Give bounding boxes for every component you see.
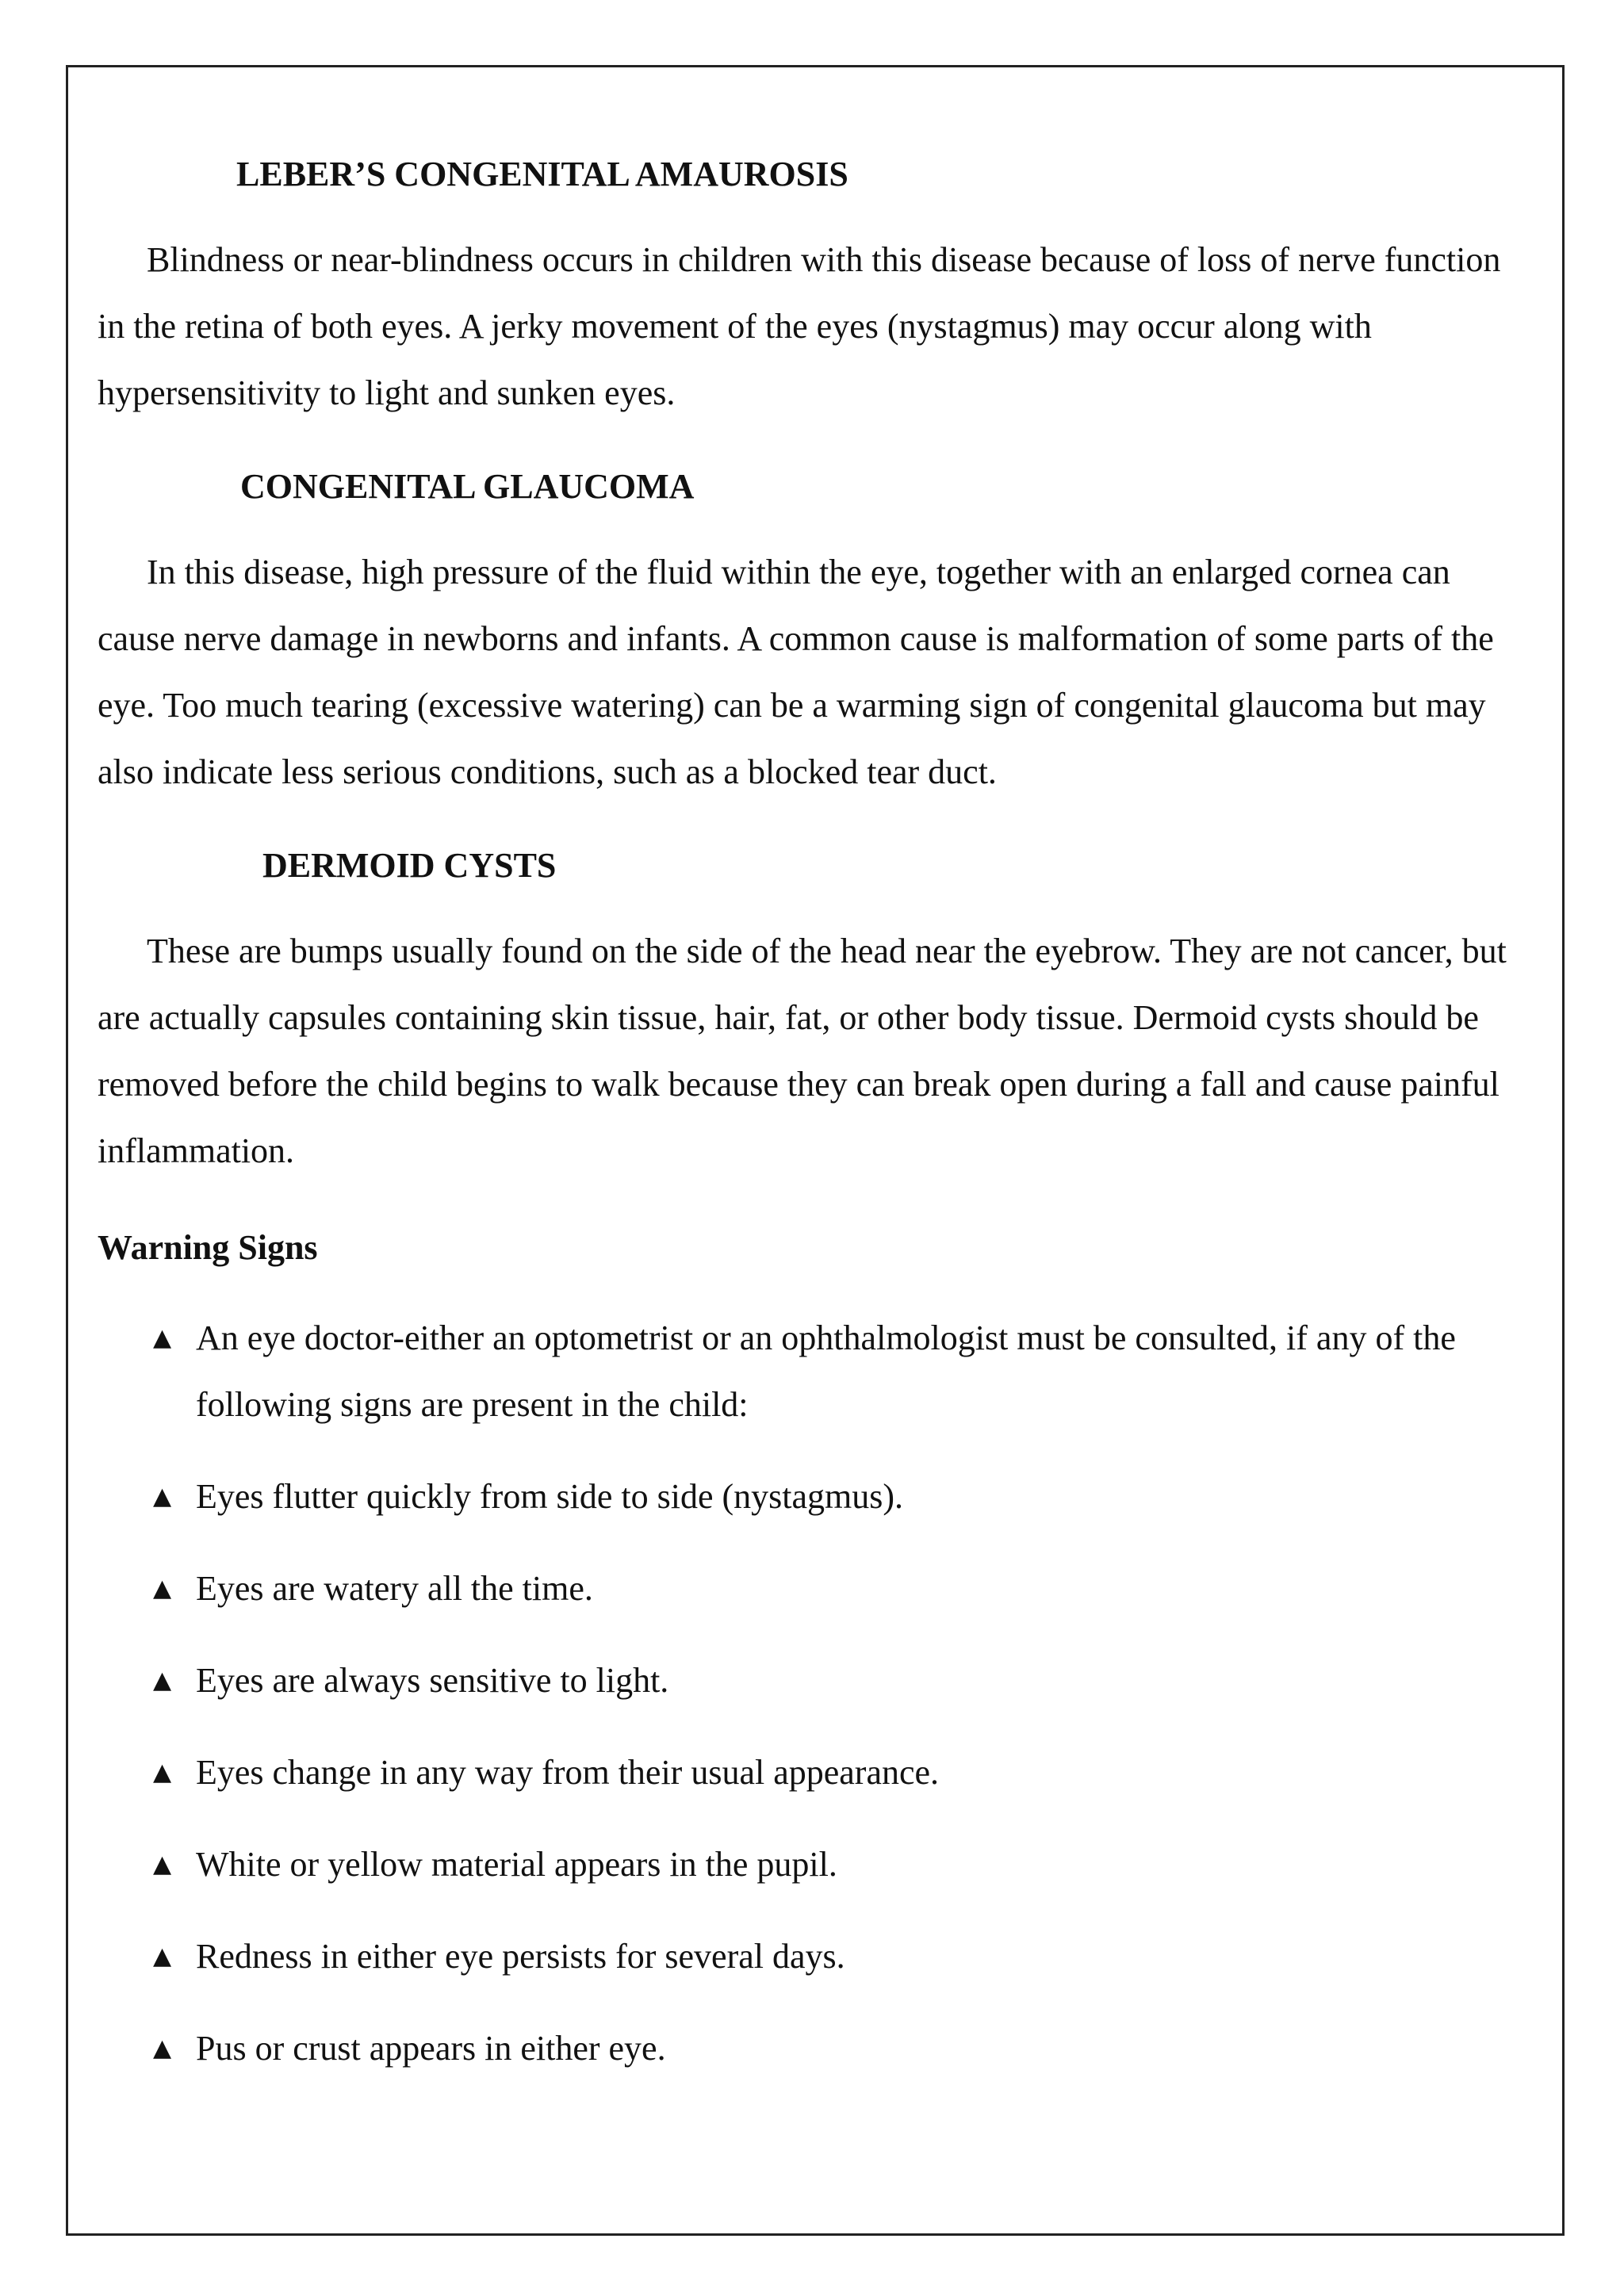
list-item (98, 2015, 1525, 2082)
section-body-dermoid: These are bumps usually found on the side of the head near the eyebrow. They are not cancer, but are actually capsules containing skin tissue, hair, fat, or other body tissue. Dermoid cysts should be removed before the child begins to walk because they can break open during a fall and cause painful inflammation. (98, 932, 1507, 1170)
triangle-bullet-icon: ▲ (153, 1667, 172, 1694)
list-item-text: White or yellow material appears in the pupil. (196, 1845, 837, 1884)
warning-signs-title: Warning Signs (98, 1228, 318, 1267)
list-item (98, 1831, 1525, 1898)
section-heading-glaucoma: CONGENITAL GLAUCOMA (240, 467, 695, 506)
list-item (98, 1305, 1525, 1438)
list-item-text: An eye doctor-either an optometrist or an ophthalmologist must be consulted, if any of the following signs are present in the child: (196, 1318, 1456, 1424)
list-item-text: Eyes change in any way from their usual appearance. (196, 1753, 940, 1792)
section-heading-dermoid: DERMOID CYSTS (262, 846, 557, 885)
triangle-bullet-icon: ▲ (153, 1324, 172, 1352)
list-item (98, 1464, 1525, 1530)
list-item-text: Eyes flutter quickly from side to side (nystagmus). (196, 1477, 904, 1516)
list-item (98, 1923, 1525, 1990)
list-item (98, 1647, 1525, 1714)
section-body-glaucoma: In this disease, high pressure of the fluid within the eye, together with an enlarged cornea can cause nerve damage in newborns and infants. A common cause is malformation of some parts of the eye. Too much tearing (excessive watering) can be a warming sign of congenital glaucoma but may also indicate less serious conditions, such as a blocked tear duct. (98, 553, 1494, 791)
triangle-bullet-icon: ▲ (153, 1575, 172, 1602)
warning-signs-list (98, 1305, 1525, 2082)
triangle-bullet-icon: ▲ (153, 1850, 172, 1878)
list-item-text: Eyes are always sensitive to light. (196, 1661, 669, 1700)
list-item-text: Eyes are watery all the time. (196, 1569, 593, 1608)
section-body-leber: Blindness or near-blindness occurs in children with this disease because of loss of nerve function in the retina of both eyes. A jerky movement of the eyes (nystagmus) may occur along with hypersensitivity to light and sunken eyes. (98, 240, 1501, 412)
triangle-bullet-icon: ▲ (153, 2034, 172, 2062)
triangle-bullet-icon: ▲ (153, 1483, 172, 1510)
list-item (98, 1556, 1525, 1622)
list-item-text: Redness in either eye persists for several days. (196, 1937, 845, 1976)
document-body (98, 151, 1525, 2107)
triangle-bullet-icon: ▲ (153, 1758, 172, 1786)
section-heading-leber: LEBER’S CONGENITAL AMAUROSIS (236, 155, 848, 193)
triangle-bullet-icon: ▲ (153, 1942, 172, 1970)
list-item (98, 1739, 1525, 1806)
list-item-text: Pus or crust appears in either eye. (196, 2029, 666, 2068)
